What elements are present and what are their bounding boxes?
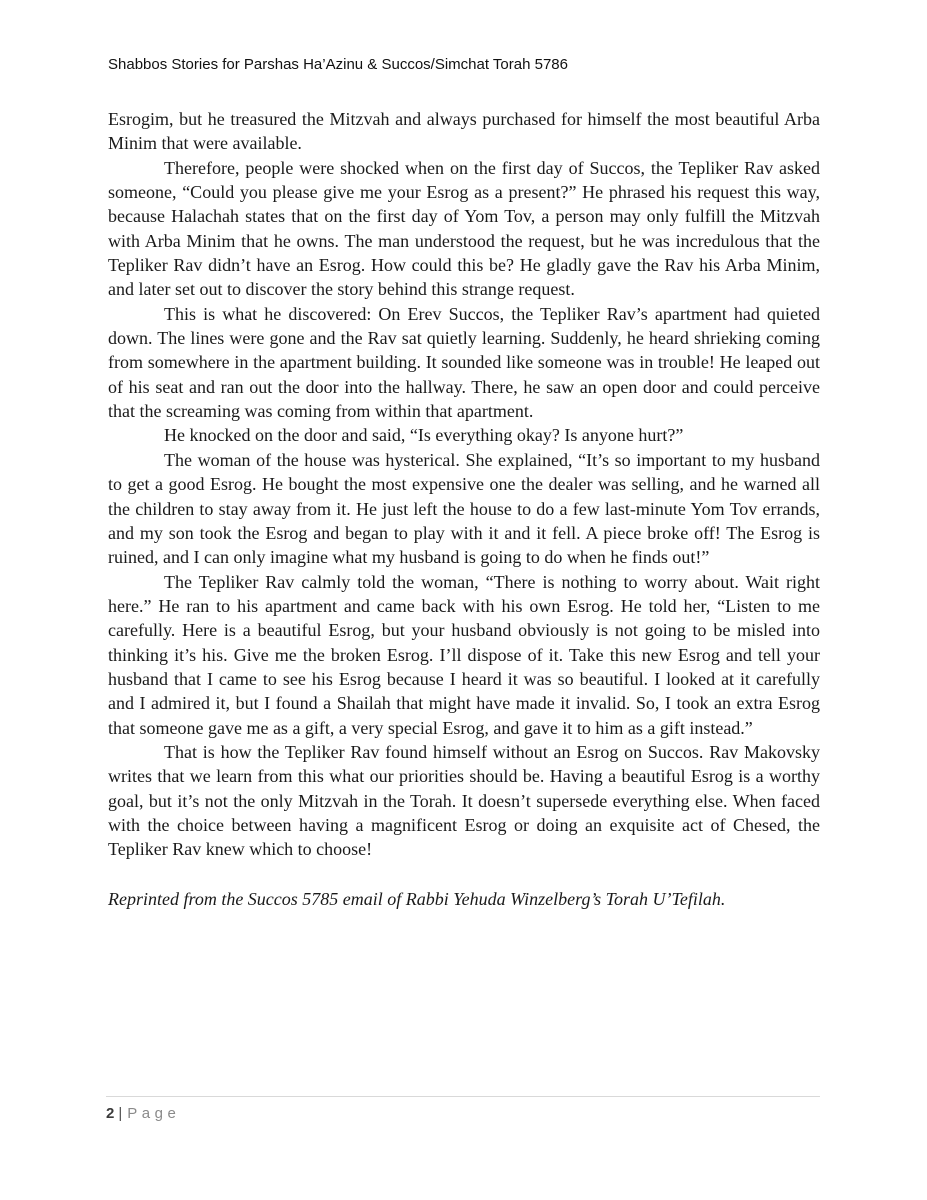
body-paragraph: The woman of the house was hysterical. She explained, “It’s so important to my husband to get a good Esrog. He bought the most expensive one the dealer was selling, and he warned all the children to stay away from it. He just left the house to do a few last-minute Yom Tov errands, and my son took the Esrog and began to play with it and it fell. A piece broke off! The Esrog is ruined, and I can only imagine what my husband is going to do when he finds out!”	[108, 449, 820, 568]
body-paragraph: That is how the Tepliker Rav found himself without an Esrog on Succos. Rav Makovsky writes that we learn from this what our priorities should be. Having a beautiful Esrog is a worthy goal, but it’s not the only Mitzvah in the Torah. It doesn’t supersede everything else. When faced with the choice between having a magnificent Esrog or doing an exquisite act of Chesed, the Tepliker Rav knew which to choose!	[108, 741, 820, 860]
body-paragraph: The Tepliker Rav calmly told the woman, “There is nothing to worry about. Wait right here.” He ran to his apartment and came back with his own Esrog. He told her, “Listen to me carefully. Here is a beautiful Esrog, but your husband obviously is not going to be misled into thinking it’s his. Give me the broken Esrog. I’ll dispose of it. Take this new Esrog and tell your husband that I came to see his Esrog because I heard it was so beautiful. I looked at it carefully and I admired it, but I found a Shailah that might have made it invalid. So, I took an extra Esrog that someone gave me as a gift, a very special Esrog, and gave it to him as a gift instead.”	[108, 571, 820, 738]
page-footer-text	[106, 1105, 820, 1122]
page-label: Page	[127, 1105, 181, 1122]
body-paragraph: Therefore, people were shocked when on the first day of Succos, the Tepliker Rav asked someone, “Could you please give me your Esrog as a present?” He phrased his request this way, because Halachah states that on the first day of Yom Tov, a person may only fulfill the Mitzvah with Arba Minim that he owns. The man understood the request, but he was incredulous that the Tepliker Rav didn’t have an Esrog. How could this be? He gladly gave the Rav his Arba Minim, and later set out to discover the story behind this strange request.	[108, 157, 820, 300]
page-number: 2	[106, 1105, 116, 1122]
document-footer	[106, 1096, 820, 1122]
body-paragraph: Esrogim, but he treasured the Mitzvah and always purchased for himself the most beautiful Arba Minim that were available.	[108, 109, 820, 154]
document-header-title: Shabbos Stories for Parshas Ha’Azinu & Succos/Simchat Torah 5786	[108, 56, 568, 73]
attribution-paragraph: Reprinted from the Succos 5785 email of Rabbi Yehuda Winzelberg’s Torah U’Tefilah.	[108, 888, 726, 909]
footer-divider	[106, 1096, 820, 1097]
footer-separator: |	[118, 1105, 123, 1122]
document-body	[108, 107, 820, 911]
document-header	[108, 55, 820, 74]
body-paragraph: This is what he discovered: On Erev Succos, the Tepliker Rav’s apartment had quieted down. The lines were gone and the Rav sat quietly learning. Suddenly, he heard shrieking coming from somewhere in the apartment building. It sounded like someone was in trouble! He leaped out of his seat and ran out the door into the hallway. There, he saw an open door and could perceive that the screaming was coming from within that apartment.	[108, 303, 820, 422]
body-paragraph: He knocked on the door and said, “Is everything okay? Is anyone hurt?”	[164, 425, 684, 446]
